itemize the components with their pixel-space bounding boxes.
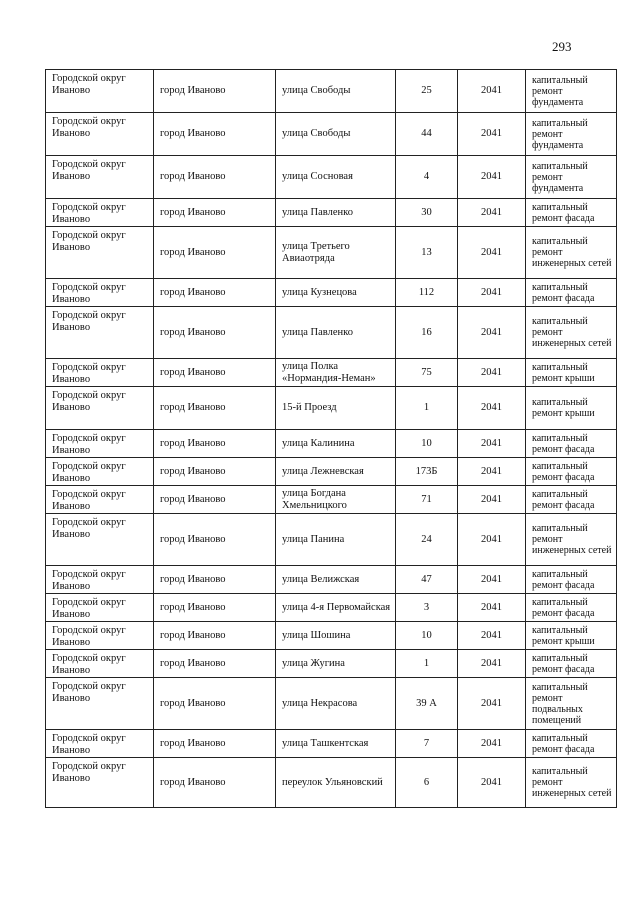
table-row bbox=[46, 458, 617, 486]
city-cell: город Иваново bbox=[154, 113, 276, 156]
house-cell: 6 bbox=[396, 758, 458, 808]
table-row bbox=[46, 156, 617, 199]
house-cell: 13 bbox=[396, 227, 458, 279]
street-cell: улица Богдана Хмельницкого bbox=[276, 486, 396, 514]
city-cell: город Иваново bbox=[154, 156, 276, 199]
city-cell: город Иваново bbox=[154, 199, 276, 227]
house-cell: 75 bbox=[396, 359, 458, 387]
table-row bbox=[46, 650, 617, 678]
street-cell: улица Сосновая bbox=[276, 156, 396, 199]
city-cell: город Иваново bbox=[154, 650, 276, 678]
street-cell: улица Некрасова bbox=[276, 678, 396, 730]
table-row bbox=[46, 307, 617, 359]
year-cell: 2041 bbox=[458, 566, 526, 594]
city-cell: город Иваново bbox=[154, 359, 276, 387]
table-row bbox=[46, 387, 617, 430]
house-cell: 10 bbox=[396, 430, 458, 458]
house-cell: 47 bbox=[396, 566, 458, 594]
house-cell: 30 bbox=[396, 199, 458, 227]
city-cell: город Иваново bbox=[154, 387, 276, 430]
work-type-cell: капитальный ремонт инженерных сетей bbox=[526, 227, 617, 279]
work-type-cell: капитальный ремонт крыши bbox=[526, 622, 617, 650]
district-cell: Городской округ Иваново bbox=[46, 458, 154, 486]
work-type-cell: капитальный ремонт инженерных сетей bbox=[526, 758, 617, 808]
district-cell: Городской округ Иваново bbox=[46, 227, 154, 279]
year-cell: 2041 bbox=[458, 359, 526, 387]
street-cell: переулок Ульяновский bbox=[276, 758, 396, 808]
table-row bbox=[46, 758, 617, 808]
work-type-cell: капитальный ремонт фасада bbox=[526, 650, 617, 678]
district-cell: Городской округ Иваново bbox=[46, 650, 154, 678]
table-row bbox=[46, 227, 617, 279]
street-cell: улица Калинина bbox=[276, 430, 396, 458]
house-cell: 44 bbox=[396, 113, 458, 156]
district-cell: Городской округ Иваново bbox=[46, 730, 154, 758]
work-type-cell: капитальный ремонт фундамента bbox=[526, 113, 617, 156]
page-number: 293 bbox=[552, 39, 572, 54]
city-cell: город Иваново bbox=[154, 279, 276, 307]
street-cell: улица Жугина bbox=[276, 650, 396, 678]
work-type-cell: капитальный ремонт фасада bbox=[526, 279, 617, 307]
year-cell: 2041 bbox=[458, 622, 526, 650]
year-cell: 2041 bbox=[458, 430, 526, 458]
street-cell: улица Полка «Нормандия-Неман» bbox=[276, 359, 396, 387]
year-cell: 2041 bbox=[458, 458, 526, 486]
year-cell: 2041 bbox=[458, 758, 526, 808]
work-type-cell: капитальный ремонт фундамента bbox=[526, 156, 617, 199]
city-cell: город Иваново bbox=[154, 458, 276, 486]
table-row bbox=[46, 566, 617, 594]
work-type-cell: капитальный ремонт подвальных помещений bbox=[526, 678, 617, 730]
house-cell: 3 bbox=[396, 594, 458, 622]
work-type-cell: капитальный ремонт фасада bbox=[526, 199, 617, 227]
district-cell: Городской округ Иваново bbox=[46, 279, 154, 307]
district-cell: Городской округ Иваново bbox=[46, 486, 154, 514]
table-row bbox=[46, 70, 617, 113]
house-cell: 4 bbox=[396, 156, 458, 199]
year-cell: 2041 bbox=[458, 486, 526, 514]
work-type-cell: капитальный ремонт крыши bbox=[526, 387, 617, 430]
year-cell: 2041 bbox=[458, 156, 526, 199]
street-cell: улица Ташкентская bbox=[276, 730, 396, 758]
street-cell: улица Павленко bbox=[276, 199, 396, 227]
district-cell: Городской округ Иваново bbox=[46, 514, 154, 566]
district-cell: Городской округ Иваново bbox=[46, 622, 154, 650]
city-cell: город Иваново bbox=[154, 566, 276, 594]
district-cell: Городской округ Иваново bbox=[46, 594, 154, 622]
table-row bbox=[46, 594, 617, 622]
house-cell: 39 А bbox=[396, 678, 458, 730]
year-cell: 2041 bbox=[458, 70, 526, 113]
year-cell: 2041 bbox=[458, 514, 526, 566]
work-type-cell: капитальный ремонт инженерных сетей bbox=[526, 307, 617, 359]
house-cell: 25 bbox=[396, 70, 458, 113]
table-row bbox=[46, 678, 617, 730]
district-cell: Городской округ Иваново bbox=[46, 359, 154, 387]
district-cell: Городской округ Иваново bbox=[46, 113, 154, 156]
table-row bbox=[46, 359, 617, 387]
table-row bbox=[46, 430, 617, 458]
year-cell: 2041 bbox=[458, 387, 526, 430]
city-cell: город Иваново bbox=[154, 486, 276, 514]
city-cell: город Иваново bbox=[154, 594, 276, 622]
table-row bbox=[46, 730, 617, 758]
city-cell: город Иваново bbox=[154, 70, 276, 113]
work-type-cell: капитальный ремонт инженерных сетей bbox=[526, 514, 617, 566]
district-cell: Городской округ Иваново bbox=[46, 156, 154, 199]
house-cell: 71 bbox=[396, 486, 458, 514]
table-row bbox=[46, 486, 617, 514]
table-row bbox=[46, 622, 617, 650]
district-cell: Городской округ Иваново bbox=[46, 758, 154, 808]
year-cell: 2041 bbox=[458, 650, 526, 678]
city-cell: город Иваново bbox=[154, 678, 276, 730]
district-cell: Городской округ Иваново bbox=[46, 387, 154, 430]
year-cell: 2041 bbox=[458, 279, 526, 307]
city-cell: город Иваново bbox=[154, 758, 276, 808]
work-type-cell: капитальный ремонт фасада bbox=[526, 458, 617, 486]
work-type-cell: капитальный ремонт фасада bbox=[526, 486, 617, 514]
work-type-cell: капитальный ремонт фасада bbox=[526, 594, 617, 622]
street-cell: улица Шошина bbox=[276, 622, 396, 650]
table-row bbox=[46, 279, 617, 307]
house-cell: 24 bbox=[396, 514, 458, 566]
street-cell: улица 4-я Первомайская bbox=[276, 594, 396, 622]
work-type-cell: капитальный ремонт фасада bbox=[526, 730, 617, 758]
city-cell: город Иваново bbox=[154, 622, 276, 650]
street-cell: улица Третьего Авиаотряда bbox=[276, 227, 396, 279]
work-type-cell: капитальный ремонт фасада bbox=[526, 566, 617, 594]
district-cell: Городской округ Иваново bbox=[46, 199, 154, 227]
work-type-cell: капитальный ремонт крыши bbox=[526, 359, 617, 387]
year-cell: 2041 bbox=[458, 199, 526, 227]
repair-schedule-table bbox=[45, 69, 617, 808]
year-cell: 2041 bbox=[458, 227, 526, 279]
year-cell: 2041 bbox=[458, 678, 526, 730]
house-cell: 7 bbox=[396, 730, 458, 758]
district-cell: Городской округ Иваново bbox=[46, 307, 154, 359]
street-cell: улица Панина bbox=[276, 514, 396, 566]
district-cell: Городской округ Иваново bbox=[46, 70, 154, 113]
street-cell: улица Свободы bbox=[276, 113, 396, 156]
year-cell: 2041 bbox=[458, 594, 526, 622]
work-type-cell: капитальный ремонт фасада bbox=[526, 430, 617, 458]
district-cell: Городской округ Иваново bbox=[46, 566, 154, 594]
house-cell: 173Б bbox=[396, 458, 458, 486]
city-cell: город Иваново bbox=[154, 730, 276, 758]
street-cell: 15-й Проезд bbox=[276, 387, 396, 430]
table-row bbox=[46, 199, 617, 227]
house-cell: 1 bbox=[396, 387, 458, 430]
city-cell: город Иваново bbox=[154, 307, 276, 359]
year-cell: 2041 bbox=[458, 730, 526, 758]
street-cell: улица Велижская bbox=[276, 566, 396, 594]
year-cell: 2041 bbox=[458, 307, 526, 359]
city-cell: город Иваново bbox=[154, 227, 276, 279]
house-cell: 10 bbox=[396, 622, 458, 650]
table-row bbox=[46, 113, 617, 156]
street-cell: улица Лежневская bbox=[276, 458, 396, 486]
street-cell: улица Кузнецова bbox=[276, 279, 396, 307]
year-cell: 2041 bbox=[458, 113, 526, 156]
district-cell: Городской округ Иваново bbox=[46, 678, 154, 730]
street-cell: улица Свободы bbox=[276, 70, 396, 113]
table-row bbox=[46, 514, 617, 566]
house-cell: 16 bbox=[396, 307, 458, 359]
city-cell: город Иваново bbox=[154, 514, 276, 566]
house-cell: 112 bbox=[396, 279, 458, 307]
city-cell: город Иваново bbox=[154, 430, 276, 458]
work-type-cell: капитальный ремонт фундамента bbox=[526, 70, 617, 113]
house-cell: 1 bbox=[396, 650, 458, 678]
street-cell: улица Павленко bbox=[276, 307, 396, 359]
district-cell: Городской округ Иваново bbox=[46, 430, 154, 458]
